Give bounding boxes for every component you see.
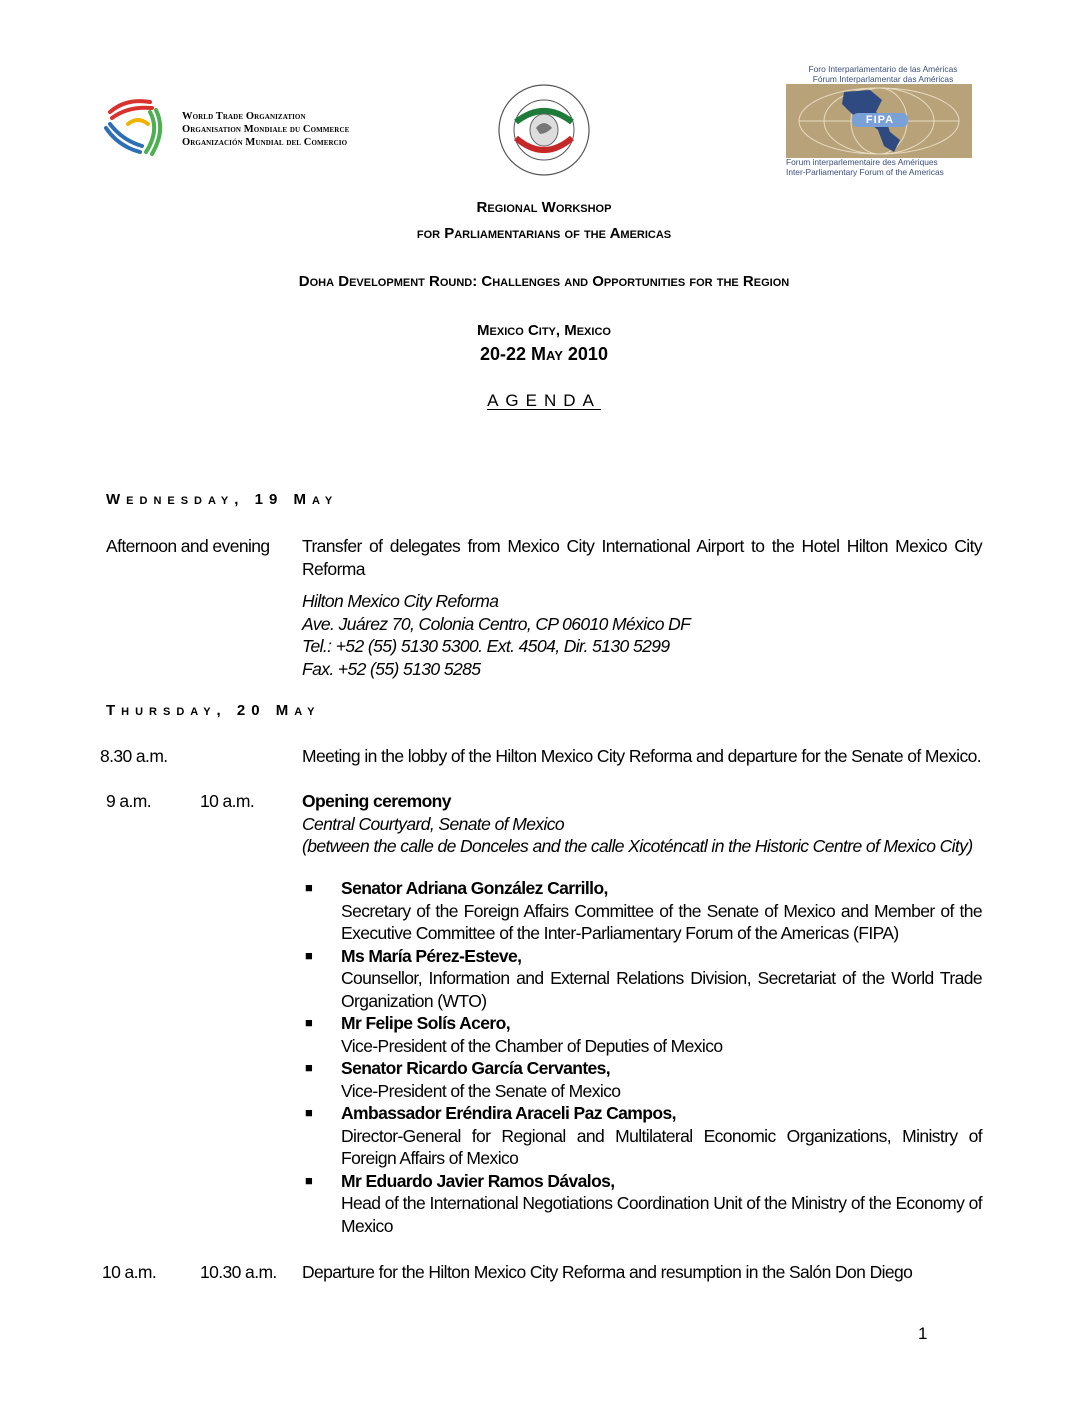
speaker-name: Mr Felipe Solís Acero, (341, 1013, 510, 1033)
speaker-item: ■ Senator Ricardo García Cervantes, Vice-President of the Senate of Mexico (302, 1057, 982, 1102)
wto-name-fr: Organisation Mondiale du Commerce (182, 124, 350, 135)
speaker-role: Vice-President of the Chamber of Deputies of Mexico (341, 1035, 723, 1056)
day-heading-thursday: Thursday, 20 May (106, 702, 321, 719)
fipa-bottom-text (786, 158, 976, 177)
speaker-role: Secretary of the Foreign Affairs Committee of the Senate of Mexico and Member of the Executive Committee of the Inter-Parliamentary Forum of the Americas (FIPA) (341, 900, 982, 943)
item1-start: 8.30 a.m. (100, 746, 168, 766)
hotel-address: Ave. Juárez 70, Colonia Centro, CP 06010 México DF (302, 613, 691, 634)
title-regional-workshop: Regional Workshop (476, 199, 612, 216)
day-heading-wednesday: Wednesday, 19 May (106, 491, 339, 508)
wed-activity: Transfer of delegates from Mexico City International Airport to the Hotel Hilton Mexico City Reforma (302, 536, 982, 579)
fipa-top-text (788, 65, 978, 84)
speaker-item: ■ Ambassador Eréndira Araceli Paz Campos, Director-General for Regional and Multilateral Economic Organizations, Ministry of Foreign Affairs of Mexico (305, 1103, 982, 1168)
speaker-name: Senator Adriana González Carrillo, (341, 878, 608, 898)
speaker-item: ■ Senator Adriana González Carrillo, Secretary of the Foreign Affairs Committee of the Senate of Mexico and Member of the Executive Committee of the Inter-Parliamentary Forum of the Americas (FIPA) (305, 878, 982, 943)
title-location: Mexico City, Mexico (477, 322, 611, 339)
fipa-name-es: Foro Interparlamentario de las Américas (808, 64, 958, 74)
speaker-name: Mr Eduardo Javier Ramos Dávalos, (341, 1170, 615, 1191)
speaker-role: Counsellor, Information and External Relations Division, Secretariat of the World Trade Organization (WTO) (341, 968, 982, 1011)
hotel-block (302, 590, 982, 680)
wto-name-es: Organización Mundial del Comercio (182, 137, 348, 148)
senate-seal (496, 82, 592, 178)
opening-ceremony-venue: Central Courtyard, Senate of Mexico (302, 813, 565, 834)
speaker-role: Vice-President of the Senate of Mexico (341, 1080, 621, 1101)
item2-end: 10 a.m. (200, 791, 255, 811)
item3-start: 10 a.m. (102, 1262, 157, 1282)
wed-time: Afternoon and evening (106, 536, 270, 556)
speaker-item: ■ Mr Eduardo Javier Ramos Dávalos, Head of the International Negotiations Coordination Unit of the Ministry of the Economy of Mexico (305, 1170, 982, 1236)
agenda-heading (0, 391, 1088, 411)
fipa-name-fr: Forum interparlementaire des Amériques (786, 157, 938, 167)
fipa-name-en: Inter-Parliamentary Forum of the Americas (786, 166, 944, 177)
item2-block (302, 790, 1002, 858)
fipa-name-pt: Fórum Interparlamentar das Américas (812, 73, 954, 84)
hotel-name: Hilton Mexico City Reforma (302, 591, 499, 611)
item2-start: 9 a.m. (106, 791, 152, 811)
fipa-logo (786, 84, 972, 158)
wto-logo (104, 94, 170, 160)
item3-end: 10.30 a.m. (200, 1262, 277, 1282)
speaker-item: ■ Ms María Pérez-Esteve, Counsellor, Information and External Relations Division, Secretariat of the World Trade Organization (WTO) (305, 945, 982, 1011)
page-number: 1 (918, 1324, 928, 1343)
speaker-role: Head of the International Negotiations Coordination Unit of the Ministry of the Economy of Mexico (341, 1193, 982, 1236)
title-dates: 20-22 May 2010 (480, 344, 608, 364)
opening-ceremony-title: Opening ceremony (302, 791, 451, 811)
item1-text: Meeting in the lobby of the Hilton Mexico City Reforma and departure for the Senate of Mexico. (302, 746, 981, 766)
speaker-name: Ms María Pérez-Esteve, (341, 945, 522, 966)
title-doha-round: Doha Development Round: Challenges and Opportunities for the Region (298, 273, 790, 290)
title-parliamentarians: for Parliamentarians of the Americas (416, 225, 672, 242)
wto-logo-icon (104, 94, 170, 160)
hotel-fax: Fax. +52 (55) 5130 5285 (302, 658, 481, 679)
wto-name-en: World Trade Organization (182, 111, 306, 122)
speaker-name: Senator Ricardo García Cervantes, (341, 1058, 611, 1078)
hotel-tel: Tel.: +52 (55) 5130 5300. Ext. 4504, Dir. 5130 5299 (302, 636, 670, 656)
speaker-item: ■ Mr Felipe Solís Acero, Vice-President of the Chamber of Deputies of Mexico (302, 1012, 982, 1057)
opening-ceremony-venue-note: (between the calle de Donceles and the calle Xicoténcatl in the Historic Centre of Mexico City) (302, 836, 973, 856)
agenda-heading-text: AGENDA (487, 391, 601, 410)
fipa-logo-text: FIPA (865, 114, 895, 126)
speaker-role: Director-General for Regional and Multilateral Economic Organizations, Ministry of Foreign Affairs of Mexico (341, 1125, 982, 1168)
senate-seal-icon (496, 82, 592, 178)
item3-text: Departure for the Hilton Mexico City Reforma and resumption in the Salón Don Diego (302, 1262, 913, 1282)
speaker-name: Ambassador Eréndira Araceli Paz Campos, (341, 1103, 676, 1123)
speaker-list (302, 877, 982, 1237)
wto-name-block (182, 110, 349, 149)
